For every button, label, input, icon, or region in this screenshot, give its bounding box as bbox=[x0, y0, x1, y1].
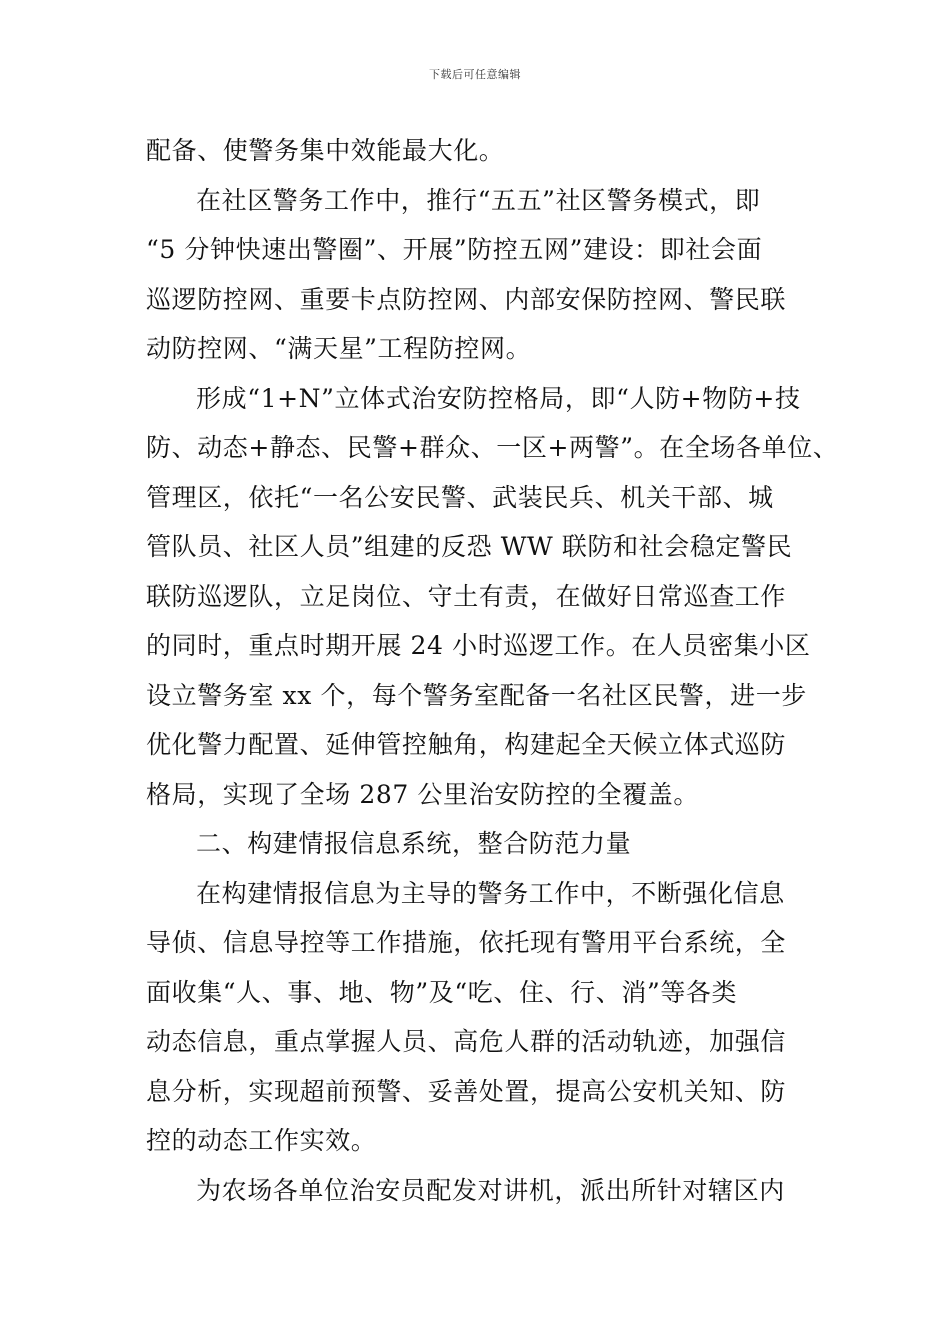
paragraph-start-line: 在社区警务工作中，推行“五五”社区警务模式，即 bbox=[196, 185, 761, 215]
section-heading: 二、构建情报信息系统，整合防范力量 bbox=[196, 829, 632, 858]
text-line: 动防控网、“满天星”工程防控网。 bbox=[146, 334, 532, 363]
text-line: 息分析，实现超前预警、妥善处置，提高公安机关知、防 bbox=[146, 1076, 787, 1106]
text-line: 动态信息，重点掌握人员、高危人群的活动轨迹，加强信 bbox=[146, 1027, 787, 1056]
text-line: 控的动态工作实效。 bbox=[146, 1126, 377, 1155]
text-line: 配备、使警务集中效能最大化。 bbox=[146, 136, 505, 165]
text-line: 管队员、社区人员”组建的反恐 WW 联防和社会稳定警民 bbox=[146, 532, 793, 561]
text-line: 管理区，依托“一名公安民警、武装民兵、机关干部、城 bbox=[146, 482, 774, 512]
page-header: 下载后可任意编辑 bbox=[429, 68, 521, 81]
text-line: “5 分钟快速出警圈”、开展”防控五网”建设：即社会面 bbox=[146, 235, 763, 264]
text-line: 巡逻防控网、重要卡点防控网、内部安保防控网、警民联 bbox=[146, 284, 787, 314]
text-line: 设立警务室 xx 个，每个警务室配备一名社区民警，进一步 bbox=[146, 680, 807, 710]
document-body bbox=[146, 126, 839, 1215]
paragraph-start-line: 在构建情报信息为主导的警务工作中，不断强化信息 bbox=[196, 878, 785, 908]
text-line: 面收集“人、事、地、物”及“吃、住、行、消”等各类 bbox=[146, 977, 738, 1007]
text-line: 导侦、信息导控等工作措施，依托现有警用平台系统，全 bbox=[146, 928, 787, 957]
text-line: 优化警力配置、延伸管控触角，构建起全天候立体式巡防 bbox=[146, 730, 787, 759]
paragraph-start-line: 为农场各单位治安员配发对讲机，派出所针对辖区内 bbox=[196, 1175, 785, 1205]
text-line: 格局，实现了全场 287 公里治安防控的全覆盖。 bbox=[146, 779, 700, 809]
paragraph-start-line: 形成“1+N”立体式治安防控格局，即“人防+物防+技 bbox=[196, 383, 801, 413]
text-line: 的同时，重点时期开展 24 小时巡逻工作。在人员密集小区 bbox=[146, 631, 811, 660]
text-line: 联防巡逻队，立足岗位、守土有责，在做好日常巡查工作 bbox=[146, 581, 787, 611]
text-line: 防、动态+静态、民警+群众、一区+两警”。在全场各单位、 bbox=[146, 433, 839, 462]
